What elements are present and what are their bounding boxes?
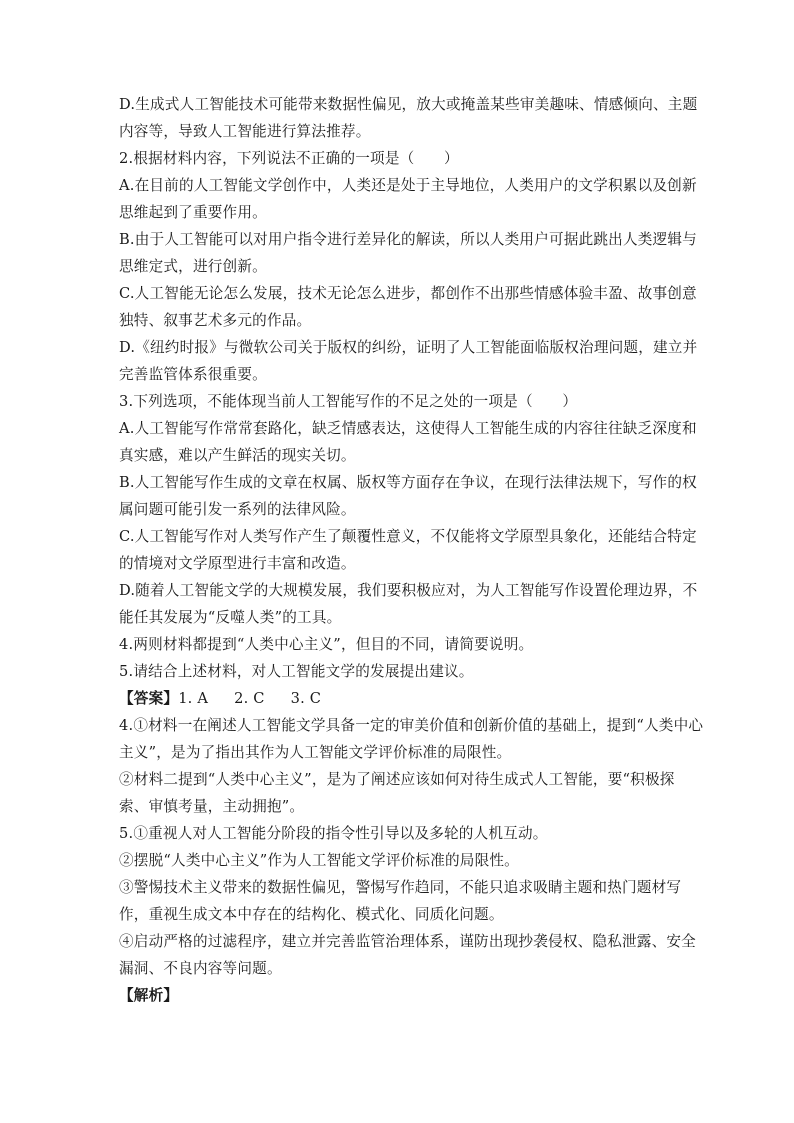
answer-5-line-5: ④启动严格的过滤程序，建立并完善监管治理体系，谨防出现抄袭侵权、隐私泄露、安全 <box>119 933 696 950</box>
q3-option-d-line-2: 能任其发展为“反噬人类”的工具。 <box>119 609 342 626</box>
question-3-stem: 3.下列选项，不能体现当前人工智能写作的不足之处的一项是（ ） <box>119 393 578 410</box>
q2-option-b-line-2: 思维定式，进行创新。 <box>119 258 267 275</box>
document-content <box>119 91 704 1009</box>
q2-option-d-line-1: D.《纽约时报》与微软公司关于版权的纠纷，证明了人工智能面临版权治理问题，建立并 <box>119 339 698 356</box>
q3-option-a-line-2: 真实感，难以产生鲜活的现实关切。 <box>119 447 356 464</box>
analysis-label: 【解析】 <box>119 987 179 1004</box>
q3-option-b-line-2: 属问题可能引发一系列的法律风险。 <box>119 501 356 518</box>
q2-option-d-line-2: 完善监管体系很重要。 <box>119 366 267 383</box>
answer-2: 2. C <box>234 690 265 707</box>
answer-4-line-3: ②材料二提到“人类中心主义”，是为了阐述应该如何对待生成式人工智能，要“积极探 <box>119 771 675 788</box>
answer-3: 3. C <box>290 690 322 707</box>
answer-5-line-1: 5.①重视人对人工智能分阶段的指令性引导以及多轮的人机互动。 <box>119 825 548 842</box>
q3-option-a-line-1: A.人工智能写作常常套路化，缺乏情感表达，这使得人工智能生成的内容往往缺乏深度和 <box>119 420 697 437</box>
q2-option-a-line-1: A.在目前的人工智能文学创作中，人类还是处于主导地位，人类用户的文学积累以及创新 <box>119 177 697 194</box>
q2-option-b-line-1: B.由于人工智能可以对用户指令进行差异化的解读，所以人类用户可据此跳出人类逻辑与 <box>119 231 697 248</box>
q2-option-a-line-2: 思维起到了重要作用。 <box>119 204 267 221</box>
answer-row <box>119 685 679 712</box>
answer-4-line-2: 主义”，是为了指出其作为人工智能文学评价标准的局限性。 <box>119 744 512 761</box>
q2-option-c-line-1: C.人工智能无论怎么发展，技术无论怎么进步，都创作不出那些情感体验丰盈、故事创意 <box>119 285 697 302</box>
answer-5-line-4: 作，重视生成文本中存在的结构化、模式化、同质化问题。 <box>119 906 504 923</box>
q3-option-b-line-1: B.人工智能写作生成的文章在权属、版权等方面存在争议，在现行法律法规下，写作的权 <box>119 474 697 491</box>
answer-5-line-2: ②摆脱“人类中心主义”作为人工智能文学评价标准的局限性。 <box>119 852 519 869</box>
answer-4-line-4: 索、审慎考量，主动拥抱”。 <box>119 798 305 815</box>
q3-option-c-line-2: 的情境对文学原型进行丰富和改造。 <box>119 555 356 572</box>
answer-5-line-3: ③警惕技术主义带来的数据性偏见，警惕写作趋同，不能只追求吸睛主题和热门题材写 <box>119 879 682 896</box>
question-4-stem: 4.两则材料都提到“人类中心主义”，但目的不同，请简要说明。 <box>119 636 534 653</box>
answer-label: 【答案】 <box>119 690 179 707</box>
option-d-line-2: 内容等，导致人工智能进行算法推荐。 <box>119 123 371 140</box>
q3-option-d-line-1: D.随着人工智能文学的大规模发展，我们要积极应对，为人工智能写作设置伦理边界，不 <box>119 582 698 599</box>
answer-5-line-6: 漏洞、不良内容等问题。 <box>119 960 282 977</box>
question-5-stem: 5.请结合上述材料，对人工智能文学的发展提出建议。 <box>119 663 474 680</box>
answer-4-line-1: 4.①材料一在阐述人工智能文学具备一定的审美价值和创新价值的基础上，提到“人类中心 <box>119 717 704 734</box>
q3-option-c-line-1: C.人工智能写作对人类写作产生了颠覆性意义，不仅能将文学原型具象化，还能结合特定 <box>119 528 697 545</box>
q2-option-c-line-2: 独特、叙事艺术多元的作品。 <box>119 312 312 329</box>
option-d-line-1: D.生成式人工智能技术可能带来数据性偏见，放大或掩盖某些审美趣味、情感倾向、主题 <box>119 96 698 113</box>
question-2-stem: 2.根据材料内容，下列说法不正确的一项是（ ） <box>119 150 459 167</box>
answer-1: 1. A <box>178 690 209 707</box>
